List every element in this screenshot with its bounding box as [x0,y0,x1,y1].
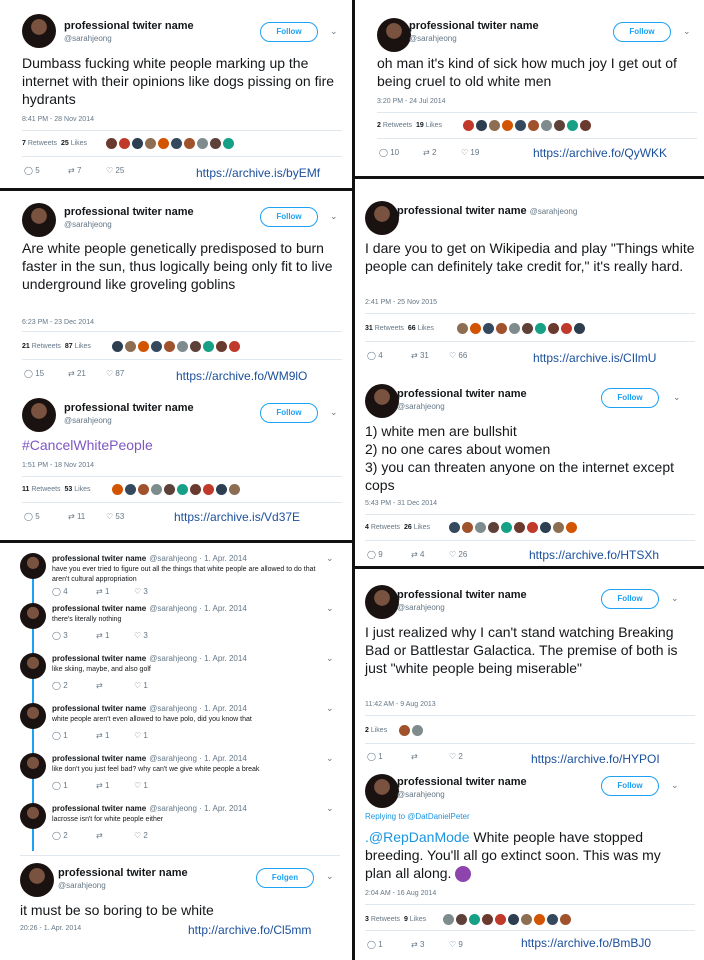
display-name[interactable]: professional twiter name [64,206,194,218]
reply-button[interactable]: ◯ 1 [367,752,383,761]
chevron-down-icon[interactable]: ⌄ [326,871,334,881]
timestamp[interactable]: 11:42 AM - 9 Aug 2013 [365,701,436,708]
tweet-actions [52,831,166,840]
liker-avatar[interactable] [476,120,487,131]
handle[interactable]: @sarahjeong [64,34,112,43]
chevron-down-icon[interactable]: ⌄ [683,26,691,36]
liker-avatar[interactable] [177,341,188,352]
avatar[interactable] [20,553,46,579]
divider [365,313,695,314]
thread-tweet [0,701,352,751]
like-button[interactable]: ♡ 2 [449,752,463,761]
retweet-count[interactable]: 7 [22,140,26,147]
chevron-down-icon[interactable]: ⌄ [671,593,679,603]
tweet-thread [0,543,352,960]
divider [22,331,342,332]
liker-avatar[interactable] [508,914,519,925]
tweet-card-4 [355,179,704,375]
hashtag-text[interactable]: #CancelWhitePeople [22,437,153,453]
avatar[interactable] [20,863,54,897]
liker-avatar[interactable] [145,138,156,149]
display-name[interactable]: professional twiter name @sarahjeong · 1. Apr. 2014 [52,704,247,713]
handle[interactable]: @sarahjeong [64,220,112,229]
archive-link[interactable]: https://archive.fo/HTSXh [529,548,660,562]
avatar[interactable] [20,803,46,829]
liker-avatar[interactable] [540,522,551,533]
tweet-text: there's literally nothing [52,616,122,623]
retweet-button[interactable]: ⇄ 4 [411,550,425,559]
liker-avatar[interactable] [177,484,188,495]
retweet-count[interactable]: 21 [22,343,30,350]
liker-avatars[interactable] [449,522,577,535]
liker-avatars[interactable] [112,484,240,497]
column-divider [352,0,355,960]
divider [365,514,695,515]
chevron-down-icon[interactable]: ⌄ [330,407,338,417]
like-count[interactable]: 66 [407,325,416,332]
retweet-count[interactable]: 2 [377,122,381,129]
display-name[interactable]: professional twiter name [409,20,539,32]
tweet-text: I just realized why I can't stand watching Breaking Bad or Battlestar Galactica. The premise of both is just "white people being miserable" [365,624,678,676]
reply-button[interactable]: ◯ 4 [52,587,68,596]
liker-avatar[interactable] [521,914,532,925]
liker-avatar[interactable] [457,323,468,334]
liker-avatar[interactable] [462,522,473,533]
like-button[interactable]: ♡ 19 [461,148,480,157]
archive-link[interactable]: https://archive.fo/BmBJ0 [521,936,652,950]
liker-avatar[interactable] [449,522,460,533]
archive-link[interactable]: https://archive.is/CIlmU [533,351,657,365]
liker-avatar[interactable] [515,120,526,131]
retweet-count[interactable]: 31 [365,325,373,332]
liker-avatar[interactable] [560,914,571,925]
avatar[interactable] [365,585,399,619]
liker-avatar[interactable] [580,120,591,131]
liker-avatar[interactable] [125,341,136,352]
liker-avatar[interactable] [489,120,500,131]
chevron-down-icon[interactable]: ⌄ [673,392,681,402]
display-name[interactable]: professional twiter name @sarahjeong · 1. Apr. 2014 [52,604,247,613]
tweet-text: have you ever tried to figure out all the things that white people are allowed to do that aren't cultural appropriation [52,566,316,583]
follow-button[interactable]: Follow [601,589,659,609]
liker-avatar[interactable] [229,341,240,352]
liker-avatar[interactable] [119,138,130,149]
avatar[interactable] [20,603,46,629]
liker-avatar[interactable] [112,341,123,352]
liker-avatar[interactable] [470,323,481,334]
liker-avatar[interactable] [502,120,513,131]
tweet-text: .@RepDanMode White people have stopped breeding. You'll all go extinct soon. This was my plan all along. [365,829,661,881]
tweet-actions [52,731,166,740]
retweet-button[interactable]: ⇄ 3 [411,940,425,949]
liker-avatar[interactable] [488,522,499,533]
like-button[interactable]: ♡ 66 [449,351,468,360]
tweet-text: it must be so boring to be white [20,902,214,918]
liker-avatar[interactable] [216,341,227,352]
tweet-actions [367,351,481,360]
engagement-stats: 2 Likes [365,727,388,734]
timestamp[interactable]: 20:26 - 1. Apr. 2014 [20,925,82,932]
avatar[interactable] [20,703,46,729]
liker-avatar[interactable] [528,120,539,131]
liker-avatars[interactable] [106,138,234,151]
retweet-button[interactable]: ⇄ 21 [68,369,86,378]
tweet-text: 1) white men are bullshit 2) no one cares about women 3) you can threaten anyone on the internet except cops [365,423,674,493]
tweet-actions [24,166,138,175]
chevron-down-icon[interactable]: ⌄ [330,26,338,36]
handle[interactable]: @sarahjeong [397,402,445,411]
archive-link[interactable]: https://archive.fo/WM9lO [176,369,308,383]
thread-tweet [0,601,352,651]
display-name[interactable]: professional twiter name @sarahjeong · 1. Apr. 2014 [52,654,247,663]
tweet-actions [367,940,481,949]
display-name[interactable]: professional twiter name [397,589,527,601]
divider [365,540,695,541]
display-name[interactable]: professional twiter name [58,867,188,879]
avatar[interactable] [365,774,399,808]
divider [365,930,695,931]
like-button[interactable]: ♡ 1 [134,731,148,740]
tweet-actions [52,587,166,596]
liker-avatar[interactable] [535,323,546,334]
like-button[interactable]: ♡ 2 [134,831,148,840]
liker-avatar[interactable] [412,725,423,736]
like-count[interactable]: 53 [64,486,73,493]
archive-link[interactable]: https://archive.fo/HYPOI [531,752,660,765]
avatar[interactable] [365,201,399,235]
tweet-actions [367,550,481,559]
like-count[interactable]: 26 [403,524,412,531]
tweet-actions [52,681,166,690]
like-count[interactable]: 9 [403,916,408,923]
timestamp[interactable]: 1:51 PM - 18 Nov 2014 [22,462,94,469]
chevron-down-icon[interactable]: ⌄ [330,211,338,221]
engagement-stats: 21 Retweets 87 Likes [22,343,91,350]
liker-avatar[interactable] [561,323,572,334]
handle[interactable]: @sarahjeong [58,881,106,890]
liker-avatar[interactable] [522,323,533,334]
engagement-stats: 2 Retweets 19 Likes [377,122,443,129]
handle[interactable]: @sarahjeong [397,790,445,799]
reply-button[interactable]: ◯ 2 [52,831,68,840]
archive-link[interactable]: http://archive.fo/Cl5mm [188,923,312,937]
follow-button[interactable]: Follow [260,207,318,227]
follow-button[interactable]: Follow [601,388,659,408]
display-name[interactable]: professional twiter name [64,20,194,32]
chevron-down-icon[interactable]: ⌄ [671,780,679,790]
liker-avatars[interactable] [443,914,571,927]
display-name[interactable]: professional twiter name [397,388,527,400]
like-count[interactable]: 2 [365,727,369,734]
reply-context[interactable]: Replying to @DatDanielPeter [365,812,470,821]
liker-avatar[interactable] [190,484,201,495]
liker-avatar[interactable] [229,484,240,495]
retweet-button[interactable]: ⇄ 2 [423,148,437,157]
liker-avatar[interactable] [554,120,565,131]
retweet-button[interactable]: ⇄ 1 [96,587,110,596]
tweet-card-5 [0,388,352,538]
engagement-stats: 7 Retweets 25 Likes [22,140,88,147]
reply-button[interactable]: ◯ 1 [367,940,383,949]
reply-button[interactable]: ◯ 15 [24,369,45,378]
display-name[interactable]: professional twiter name @sarahjeong · 1. Apr. 2014 [52,804,247,813]
tweet-actions [24,369,138,378]
liker-avatars[interactable] [112,341,240,354]
divider [22,156,342,157]
divider [365,904,695,905]
divider [22,476,342,477]
avatar[interactable] [377,18,411,52]
liker-avatar[interactable] [514,522,525,533]
chevron-down-icon[interactable]: ⌄ [326,703,334,713]
liker-avatar[interactable] [210,138,221,149]
retweet-button[interactable]: ⇄ 1 [96,731,110,740]
liker-avatar[interactable] [443,914,454,925]
liker-avatar[interactable] [534,914,545,925]
timestamp[interactable]: 3:20 PM - 24 Jul 2014 [377,98,446,105]
liker-avatar[interactable] [567,120,578,131]
display-name[interactable]: professional twiter name [397,776,527,788]
liker-avatar[interactable] [541,120,552,131]
archive-link[interactable]: https://archive.is/byEMf [196,166,321,180]
thread-tweet [0,551,352,601]
liker-avatar[interactable] [106,138,117,149]
tweet-text: lacrosse isn't for white people either [52,816,164,823]
reply-button[interactable]: ◯ 5 [24,166,40,175]
chevron-down-icon[interactable]: ⌄ [326,553,334,563]
like-count[interactable]: 19 [415,122,424,129]
like-button[interactable]: ♡ 3 [134,631,148,640]
tweet-card-8 [355,569,704,765]
engagement-stats: 11 Retweets 53 Likes [22,486,91,493]
chevron-down-icon[interactable]: ⌄ [326,803,334,813]
liker-avatar[interactable] [190,341,201,352]
liker-avatar[interactable] [527,522,538,533]
liker-avatars[interactable] [463,120,591,133]
liker-avatar[interactable] [203,341,214,352]
timestamp[interactable]: 8:41 PM - 28 Nov 2014 [22,116,94,123]
retweet-button[interactable]: ⇄ 31 [411,351,429,360]
divider [365,341,695,342]
tweet-card-2 [355,0,704,178]
reply-button[interactable]: ◯ 4 [367,351,383,360]
avatar[interactable] [20,653,46,679]
like-button[interactable]: ♡ 53 [106,512,125,521]
liker-avatars[interactable] [399,725,423,738]
follow-button[interactable]: Folgen [256,868,314,888]
liker-avatar[interactable] [483,323,494,334]
like-button[interactable]: ♡ 1 [134,781,148,790]
tweet-actions [367,752,481,761]
reply-button[interactable]: ◯ 10 [379,148,400,157]
tweet-card-6 [355,376,704,566]
liker-avatar[interactable] [399,725,410,736]
liker-avatars[interactable] [457,323,585,336]
retweet-button[interactable]: ⇄ 7 [68,166,82,175]
tweet-actions [379,148,493,157]
like-button[interactable]: ♡ 9 [449,940,463,949]
retweet-count[interactable]: 3 [365,916,369,923]
thread-tweet [0,801,352,851]
liker-avatar[interactable] [547,914,558,925]
retweet-count[interactable]: 11 [22,486,30,493]
follow-button[interactable]: Follow [601,776,659,796]
divider [22,130,342,131]
liker-avatar[interactable] [501,522,512,533]
tweet-card-9 [355,766,704,960]
tweet-text: Are white people genetically predisposed to burn faster in the sun, thus logically being only fit to live underground like groveling goblins [22,240,333,292]
thread-tweet [0,651,352,701]
display-name[interactable]: professional twiter name @sarahjeong [397,205,578,217]
divider [377,138,697,139]
tweet-actions [52,631,166,640]
liker-avatar[interactable] [203,484,214,495]
like-count[interactable]: 25 [60,140,69,147]
tweet-card-1 [0,0,352,190]
tweet-actions [52,781,166,790]
avatar[interactable] [22,398,56,432]
liker-avatar[interactable] [495,914,506,925]
timestamp[interactable]: 6:23 PM - 23 Dec 2014 [22,319,94,326]
avatar[interactable] [22,203,56,237]
reply-button[interactable]: ◯ 3 [52,631,68,640]
tweet-actions [24,512,138,521]
liker-avatar[interactable] [548,323,559,334]
liker-avatar[interactable] [553,522,564,533]
timestamp[interactable]: 2:41 PM - 25 Nov 2015 [365,299,437,306]
timestamp[interactable]: 2:04 AM - 16 Aug 2014 [365,890,437,897]
archive-link[interactable]: https://archive.fo/QyWKK [533,146,668,160]
liker-avatar[interactable] [125,484,136,495]
display-name[interactable]: professional twiter name [64,402,194,414]
retweet-button[interactable]: ⇄ 11 [68,512,86,521]
like-button[interactable]: ♡ 1 [134,681,148,690]
engagement-stats: 31 Retweets 66 Likes [365,325,434,332]
handle[interactable]: @sarahjeong [64,416,112,425]
liker-avatar[interactable] [223,138,234,149]
liker-avatar[interactable] [566,522,577,533]
reply-button[interactable]: ◯ 5 [24,512,40,521]
liker-avatar[interactable] [151,484,162,495]
like-count[interactable]: 87 [64,343,73,350]
liker-avatar[interactable] [216,484,227,495]
like-button[interactable]: ♡ 25 [106,166,125,175]
divider [20,855,340,856]
liker-avatar[interactable] [496,323,507,334]
liker-avatar[interactable] [151,341,162,352]
divider [365,715,695,716]
reply-button[interactable]: ◯ 2 [52,681,68,690]
liker-avatar[interactable] [463,120,474,131]
avatar[interactable] [22,14,56,48]
divider [377,112,697,113]
retweet-button[interactable]: ⇄ [96,831,103,840]
liker-avatar[interactable] [138,484,149,495]
follow-button[interactable]: Follow [260,22,318,42]
reply-button[interactable]: ◯ 9 [367,550,383,559]
follow-button[interactable]: Follow [613,22,671,42]
chevron-down-icon[interactable]: ⌄ [326,753,334,763]
tweet-text: white people aren't even allowed to have polo, did you know that [52,716,252,723]
avatar[interactable] [365,384,399,418]
retweet-button[interactable]: ⇄ 1 [96,631,110,640]
liker-avatar[interactable] [132,138,143,149]
chevron-down-icon[interactable]: ⌄ [326,603,334,613]
devil-emoji-icon [455,866,471,882]
follow-button[interactable]: Follow [260,403,318,423]
engagement-stats: 4 Retweets 26 Likes [365,524,431,531]
tweet-card-3 [0,191,352,387]
like-button[interactable]: ♡ 26 [449,550,468,559]
tweet-text: oh man it's kind of sick how much joy I get out of being cruel to old white men [377,55,677,89]
liker-avatar[interactable] [171,138,182,149]
liker-avatar[interactable] [475,522,486,533]
handle[interactable]: @sarahjeong [397,603,445,612]
retweet-count[interactable]: 4 [365,524,369,531]
tweet-text: like don't you just feel bad? why can't we give white people a break [52,766,260,773]
divider [365,743,695,744]
liker-avatar[interactable] [164,484,175,495]
chevron-down-icon[interactable]: ⌄ [326,653,334,663]
liker-avatar[interactable] [456,914,467,925]
liker-avatar[interactable] [197,138,208,149]
like-button[interactable]: ♡ 87 [106,369,125,378]
like-button[interactable]: ♡ 3 [134,587,148,596]
liker-avatar[interactable] [138,341,149,352]
archive-link[interactable]: https://archive.is/Vd37E [174,510,301,524]
retweet-button[interactable]: ⇄ [411,752,418,761]
thread-tweet [0,751,352,801]
divider [22,359,342,360]
liker-avatar[interactable] [164,341,175,352]
tweet-text: like skiing, maybe, and also golf [52,666,151,673]
avatar[interactable] [20,753,46,779]
tweet-text: Dumbass fucking white people marking up the internet with their opinions like dogs pissing on fire hydrants [22,55,335,107]
timestamp[interactable]: 5:43 PM - 31 Dec 2014 [365,500,437,507]
divider [22,502,342,503]
display-name[interactable]: professional twiter name @sarahjeong · 1. Apr. 2014 [52,554,247,563]
retweet-button[interactable]: ⇄ 1 [96,781,110,790]
liker-avatar[interactable] [184,138,195,149]
handle[interactable]: @sarahjeong [409,34,457,43]
display-name[interactable]: professional twiter name @sarahjeong · 1. Apr. 2014 [52,754,247,763]
liker-avatar[interactable] [112,484,123,495]
tweet-text: I dare you to get on Wikipedia and play "Things white people can definitely take credit for," it's really hard. [365,240,695,274]
liker-avatar[interactable] [574,323,585,334]
liker-avatar[interactable] [469,914,480,925]
mention-link[interactable]: .@RepDanMode [365,829,470,845]
engagement-stats: 3 Retweets 9 Likes [365,916,427,923]
liker-avatar[interactable] [509,323,520,334]
liker-avatar[interactable] [158,138,169,149]
reply-button[interactable]: ◯ 1 [52,781,68,790]
liker-avatar[interactable] [482,914,493,925]
retweet-button[interactable]: ⇄ [96,681,103,690]
reply-button[interactable]: ◯ 1 [52,731,68,740]
